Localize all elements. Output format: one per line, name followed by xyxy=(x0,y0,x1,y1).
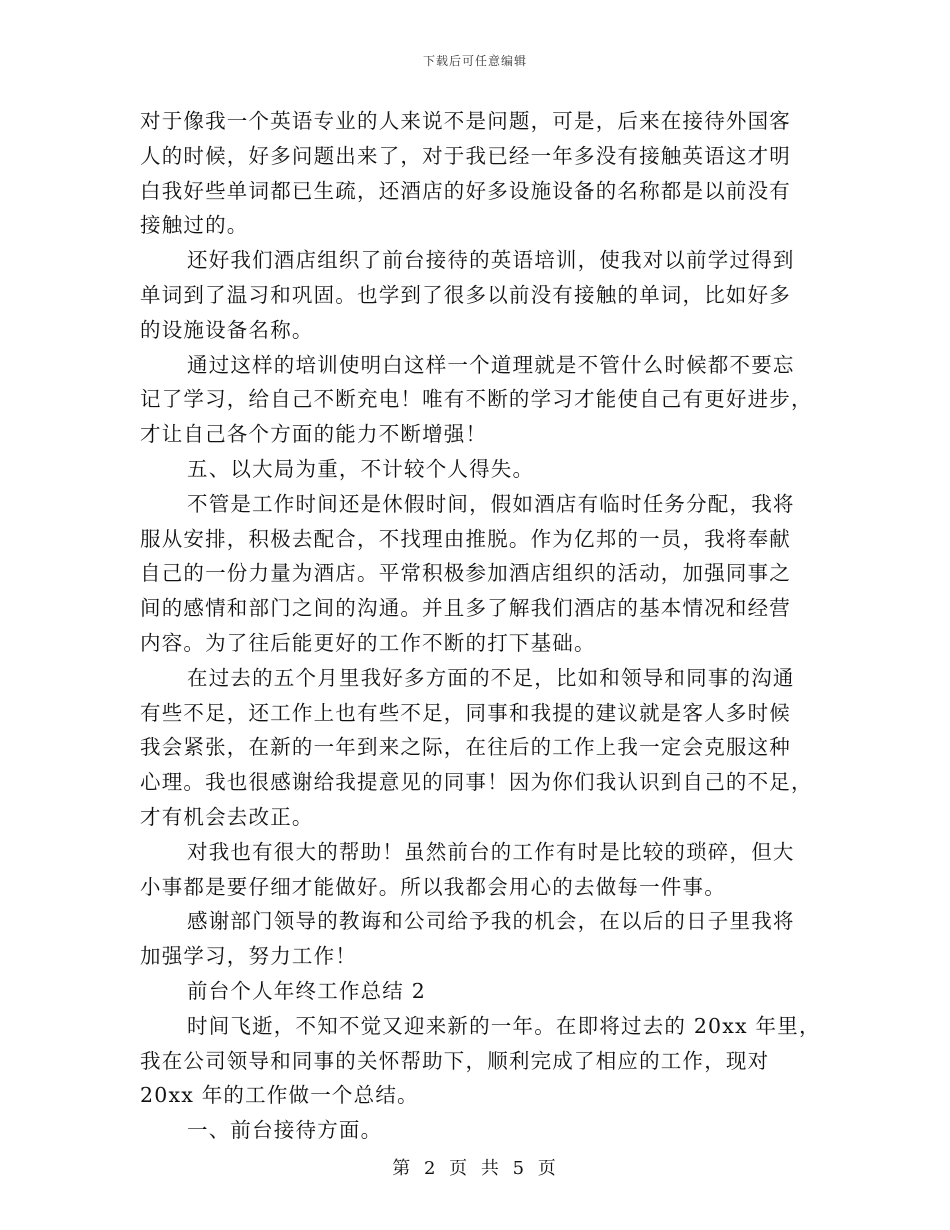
text-line: 服从安排，积极去配合，不找理由推脱。作为亿邦的一员，我将奉献 xyxy=(140,526,791,551)
text-line: 内容。为了往后能更好的工作不断的打下基础。 xyxy=(140,630,596,655)
text-line: 单词到了温习和巩固。也学到了很多以前没有接触的单词，比如好多 xyxy=(140,282,791,307)
text-line: 加强学习，努力工作！ xyxy=(140,944,357,969)
text-line: 我在公司领导和同事的关怀帮助下，顺利完成了相应的工作，现对 xyxy=(140,1048,770,1073)
text-line: 有些不足，还工作上也有些不足，同事和我提的建议就是客人多时候 xyxy=(140,700,791,725)
text-line: 间的感情和部门之间的沟通。并且多了解我们酒店的基本情况和经营 xyxy=(140,596,791,621)
text-line: 才有机会去改正。 xyxy=(140,804,314,829)
text-line: 自己的一份力量为酒店。平常积极参加酒店组织的活动，加强同事之 xyxy=(140,561,791,586)
text-line: 还好我们酒店组织了前台接待的英语培训，使我对以前学过得到 xyxy=(187,248,795,273)
text-line: 我会紧张，在新的一年到来之际，在往后的工作上我一定会克服这种 xyxy=(140,735,791,760)
text-line: 20xx 年的工作做一个总结。 xyxy=(140,1083,419,1108)
text-line: 小事都是要仔细才能做好。所以我都会用心的去做每一件事。 xyxy=(140,874,726,899)
document-body xyxy=(140,104,821,1148)
text-line: 心理。我也很感谢给我提意见的同事！因为你们我认识到自己的不足， xyxy=(140,770,813,795)
text-line: 对我也有很大的帮助！虽然前台的工作有时是比较的琐碎，但大 xyxy=(187,839,795,864)
text-line: 接触过的。 xyxy=(140,213,249,238)
text-line: 记了学习，给自己不断充电！唯有不断的学习才能使自己有更好进步， xyxy=(140,387,813,412)
text-line: 时间飞逝，不知不觉又迎来新的一年。在即将过去的 20xx 年里， xyxy=(187,1013,821,1038)
text-line: 才让自己各个方面的能力不断增强！ xyxy=(140,422,488,447)
text-line: 感谢部门领导的教诲和公司给予我的机会，在以后的日子里我将 xyxy=(187,909,795,934)
text-line: 不管是工作时间还是休假时间，假如酒店有临时任务分配，我将 xyxy=(187,491,795,516)
text-line: 白我好些单词都已生疏，还酒店的好多设施设备的名称都是以前没有 xyxy=(140,178,791,203)
text-line: 的设施设备名称。 xyxy=(140,317,314,342)
text-line: 一、前台接待方面。 xyxy=(187,1118,383,1143)
text-line: 对于像我一个英语专业的人来说不是问题，可是，后来在接待外国客 xyxy=(140,109,791,133)
page-header: 下载后可任意编辑 xyxy=(422,54,527,68)
text-line: 人的时候，好多问题出来了，对于我已经一年多没有接触英语这才明 xyxy=(140,143,791,168)
text-line: 前台个人年终工作总结 2 xyxy=(187,978,426,1003)
text-line: 五、以大局为重，不计较个人得失。 xyxy=(187,456,535,481)
page-footer: 第 2 页 共 5 页 xyxy=(392,1158,558,1179)
text-line: 通过这样的培训使明白这样一个道理就是不管什么时候都不要忘 xyxy=(187,352,795,377)
text-line: 在过去的五个月里我好多方面的不足，比如和领导和同事的沟通 xyxy=(187,665,795,690)
